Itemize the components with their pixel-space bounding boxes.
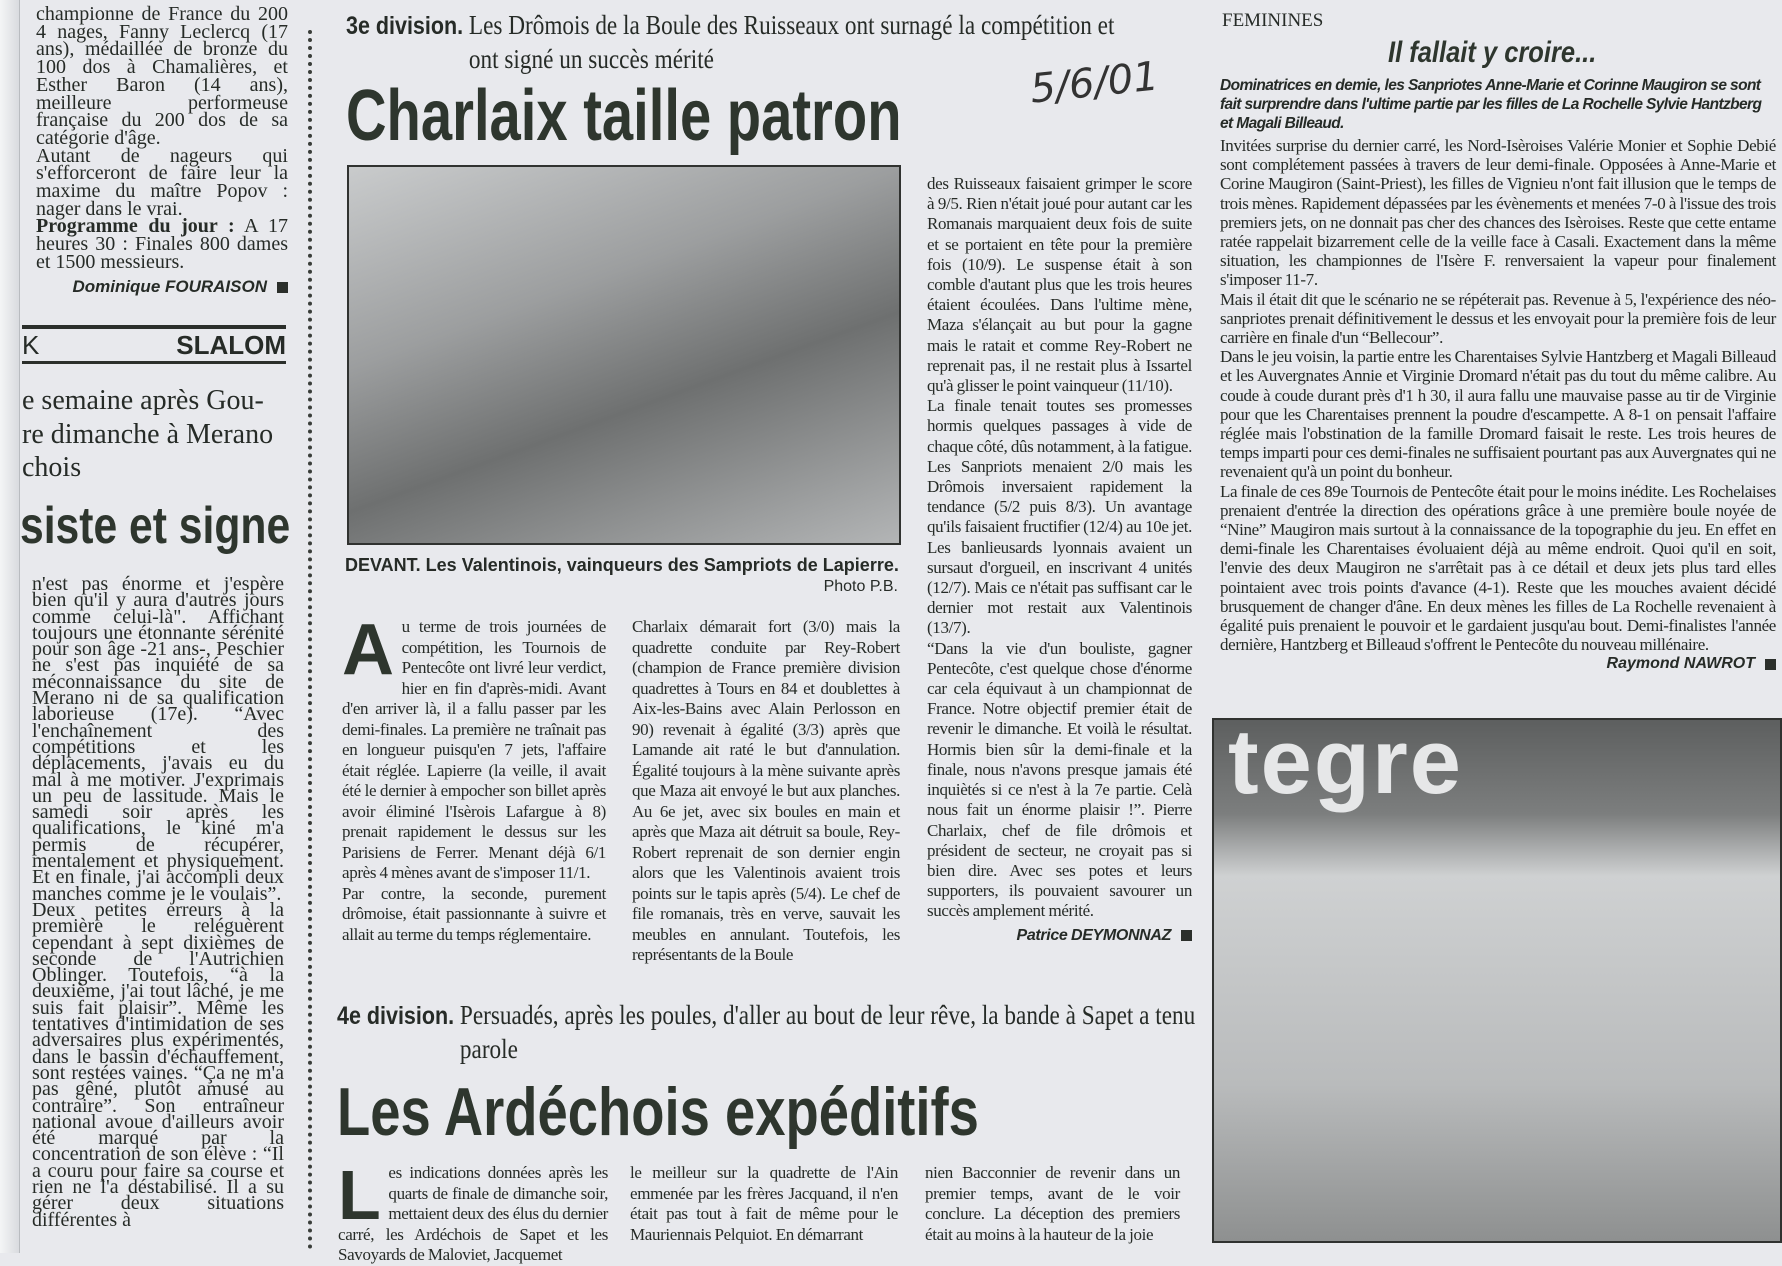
section-slalom	[22, 331, 286, 359]
left-headline: siste et signe	[20, 497, 291, 555]
photo-caption: DEVANT. Les Valentinois, vainqueurs des Sampriots de Lapierre.	[345, 555, 899, 575]
deck-line: re dimanche à Merano	[22, 418, 274, 450]
feminines-column	[1220, 76, 1776, 673]
article2-col2	[630, 1163, 898, 1253]
deck-text: Les Drômois de la Boule des Ruisseaux ont surnagé la compétition et ont signé un succès mérité	[468, 10, 1115, 74]
left-body	[32, 573, 284, 1253]
photo-banner-text: tegre	[1228, 711, 1463, 813]
deck-line: e semaine après Gou-	[22, 385, 264, 416]
drop-cap: L	[338, 1156, 381, 1234]
end-square-icon	[1181, 930, 1192, 941]
paragraph: nien Bacconnier de revenir dans un premier temps, avant de le voir conclure. La déception des premiers était au moins à la hauteur de la joie	[925, 1163, 1180, 1244]
paragraph: championne de France du 200 4 nages, Fanny Leclercq (17 ans), médaillée de bronze du 100 dos à Chamalières, et Esther Baron (14 ans), meilleure performeuse française du 200 dos de sa catégorie d'âge.	[36, 3, 288, 149]
paragraph: Par contre, la seconde, purement drômoise, était passionnante à suivre et allait au terme du temps réglementaire.	[342, 883, 606, 944]
article1-headline: Charlaix taille patron	[346, 76, 902, 156]
paragraph: le meilleur sur la quadrette de l'Ain emmenée par les frères Jacquand, il n'en était pas tout à fait de même pour le Mauriennais Pelquiot. En démarrant	[630, 1163, 898, 1244]
programme-text: A 17 heures 30 : Finales 800 dames et 1500 messieurs.	[36, 215, 288, 273]
left-top-text	[36, 3, 288, 298]
programme-label: Programme du jour :	[36, 215, 235, 238]
paragraph: es indications données après les quarts de finale de dimanche soir, mettaient deux des élus du dernier carré, les Ardéchois de Sapet et les Savoyards de Maloviet, Jacquemet	[338, 1163, 608, 1264]
feminines-deck: Dominatrices en demie, les Sanpriotes Anne-Marie et Corinne Maugiron se sont fait surprendre dans l'ultime partie par les filles de La Rochelle Sylvie Hantzberg et Magali Billeaud.	[1220, 77, 1762, 132]
paragraph: “Dans la vie d'un bouliste, gagner Pentecôte, c'est quelque chose d'énorme car cela équivaut à un championnat de France. Notre objectif premier était de revenir le dimanche. Et voilà le résultat. Hormis bien sûr la demi-finale et la finale, nous n'avons presque jamais été inquiètés si ce n'est à la 7e partie. Celà nous fait un énorme plaisir !”. Pierre Charlaix, chef de file drômois et président de secteur, ne croyait pas si bien dire. Avec ses potes et leurs supporters, ils pouvaient savourer un succès amplement mérité.	[927, 638, 1192, 921]
article1-deck	[346, 8, 1123, 76]
page-edge	[0, 0, 20, 1253]
paragraph: n'est pas énorme et j'espère bien qu'il y aura d'autres jours comme celui-là". Affichant toujours une étonnante sérénité pour son âge -21 ans-, Peschier ne s'est pas inquiété de sa méconnaissance du site de Merano ni de sa qualification laborieuse (17e). “Avec l'enchaînement des compétitions et les déplacements, j'avais eu du mal à me motiver. J'exprimais un peu de lassitude. Mais le samedi soir après les qualifications, le kiné m'a permis de récupérer, mentalement et physiquement. Et en finale, j'ai accompli deux manches comme je le voulais”.	[32, 573, 284, 905]
byline-deymonnaz	[927, 926, 1192, 946]
drop-cap: A	[342, 610, 394, 690]
paragraph: Charlaix démarait fort (3/0) mais la quadrette conduite par Rey-Robert (champion de France première division quadrettes à Tours en 84 et doublettes à Aix-les-Bains avec Alain Perlosson en 90) revenait à égalité (3/3) après que Lamande ait raté le but d'annulation. Égalité toujours à la mène suivante après que Maza ait envoyé le but aux planches. Au 6e jet, avec six boules en main et après que Maza ait détruit sa boule, Rey-Robert reprenait de son dernier engin alors que les Valentinois avaient trois points sur le tapis après (5/4). Le chef de file romanais, très en verve, sauvait les meubles en annulant. Toutefois, les représentants de la Boule	[632, 617, 900, 964]
byline-text: Dominique FOURAISON	[72, 276, 267, 296]
feminines-section: FEMININES	[1222, 10, 1324, 31]
paragraph: Deux petites erreurs à la première le reléguèrent cependant à sept dixièmes de seconde de l'Autrichien Oblinger. Toutefois, “à la deuxième, j'ai tout lâché, je me suis fait plaisir”. Même les tentatives d'intimidation de ses adversaires plus expérimentés, dans le bassin d'échauffement, sont restées vaines. “Ça ne m'a pas gêné, plutôt amusé au contraire”. Son entraîneur national avoue d'ailleurs avoir été marqué par la concentration de son élève : “Il a couru pour faire sa course et rien ne l'a déstabilisé. Il a su gérer deux situations différentes à	[32, 898, 284, 1231]
article1-col1	[342, 610, 606, 945]
column-divider	[308, 30, 312, 1250]
article2-col1	[338, 1156, 608, 1264]
section-cut: K	[22, 330, 40, 360]
photo-credit: Photo P.B.	[823, 578, 898, 595]
end-square-icon	[1765, 659, 1776, 670]
paragraph: Dans le jeu voisin, la partie entre les Charentaises Sylvie Hantzberg et Magali Billeaud et les Auvergnates Annie et Virginie Dromard n'était pas du tout du même calibre. Au coude à coude durant près d'1 h 30, il aura fallu une mauvaise passe au tir de Virginie pour que les Charentaises prennent la poudre d'escampette. A 8-1 on pensait l'affaire réglée mais l'obstination de la famille Dromard faisait le reste. Les trois heures de temps imparti pour ces demi-finales ne suffisaient pourtant pas aux Auvergnates qui ne revenaient qu'à un point du bonheur.	[1220, 347, 1776, 482]
section-title: SLALOM	[176, 330, 286, 360]
photo-feminines-players	[1212, 711, 1782, 1243]
article2-headline: Les Ardéchois expéditifs	[337, 1074, 979, 1150]
article2-deck	[337, 998, 1234, 1066]
article2-col3	[925, 1163, 1180, 1253]
paragraph: La finale tenait toutes ses promesses hormis quelques passages à vide de chaque côté, dûs notamment, à la fatigue. Les Sanpriots menaient 2/0 mais les Drômois inversaient rapidement la tendance (5/2 puis 8/3). Un avantage qu'ils faisaient fructifier (12/4) au 10e jet. Les banlieusards lyonnais avaient un sursaut d'orgueil, en inscrivant 4 unités (12/7). Mais ce n'était pas suffisant car le dernier mot restait aux Valentinois (13/7).	[927, 396, 1192, 638]
photo-boules-players	[347, 165, 901, 545]
byline-nawrot	[1220, 654, 1776, 673]
programme	[36, 215, 288, 273]
byline-text: Raymond NAWROT	[1606, 655, 1755, 673]
left-deck	[22, 384, 292, 485]
handwritten-date: 5/6/01	[1027, 53, 1161, 113]
deck-text: Persuadés, après les poules, d'aller au bout de leur rêve, la bande à Sapet a tenu parole	[459, 1000, 1196, 1064]
byline-fouraison	[36, 276, 288, 298]
paragraph: Mais il était dit que le scénario ne se répéterait pas. Revenue à 5, l'expérience des néo-sanpriotes prenait définitivement le dessus et les envoyait pour la première fois de leur carrière en finale d'un “Bellecour”.	[1220, 289, 1776, 348]
section-rule-top	[22, 325, 286, 329]
kicker: 3e division.	[346, 12, 464, 40]
article1-col3	[927, 174, 1192, 946]
kicker: 4e division.	[337, 1002, 455, 1030]
paragraph: Autant de nageurs qui s'efforceront de faire leur la maxime du maître Popov : nager dans le vrai.	[36, 144, 288, 220]
deck-line: chois	[22, 452, 82, 483]
paragraph: u terme de trois journées de compétition, les Tournois de Pentecôte ont livré leur verdict, hier en fin d'après-midi. Avant d'en arriver là, il a fallu passer par les demi-finales. La première ne traînait pas en longueur puisqu'en 7 jets, l'affaire était réglée. Lapierre (la veille, il avait été le dernier à empocher son billet après avoir éliminé l'Isèrois Lafargue à 8) prenait rapidement le dessus sur les Parisiens de Ferrer. Menant déjà 6/1 après 4 mènes avant de s'imposer 11/1.	[342, 617, 606, 882]
article1-col2	[632, 617, 900, 966]
end-square-icon	[277, 282, 288, 293]
feminines-headline: Il fallait y croire...	[1388, 36, 1597, 69]
paragraph: Invitées surprise du dernier carré, les Nord-Isèroises Valérie Monier et Sophie Debié sont complétement passées à travers de leur demi-finale. Opposées à Anne-Marie et Corine Maugiron (Saint-Priest), les filles de Vignieu n'ont fait illusion que le temps de trois mènes. Rapidement dépassées par les évènements et menées 7-0 à l'issue des trois premiers jets, on ne donnait pas cher des chances des Isèroises. Reste que cette entame ratée rappelait bizarrement celle de la veille face à Casali. Exactement dans la même situation, les championnes de l'Isère F. renversaient la vapeur pour finalement s'imposer 11-7.	[1220, 136, 1776, 290]
paragraph: La finale de ces 89e Tournois de Pentecôte était pour le moins inédite. Les Rochelaises prenaient d'entrée la direction des opérations grâce à une première boule noyée de “Nine” Maugiron mais surtout à la connaissance de la topographie du jeu. En effet en demi-finale les Charentaises évoluaient déjà au même endroit. Quoi qu'il en soit, l'envie des deux Maugiron ne s'arrêtait pas à ce détail et deux jets plus tard elles pointaient avec trois points d'avance (4-1). Reste que les mouches avaient décidé brusquement de changer d'âne. En deux mènes les filles de La Rochelle revenaient à égalité puis prenaient le pouvoir et le gardaient jusqu'au bout. Demi-finalistes l'année dernière, Hantzberg et Billeaud s'offrent le Pentecôte du nouveau millénaire.	[1220, 481, 1776, 655]
feminines-body	[1220, 136, 1776, 654]
paragraph: des Ruisseaux faisaient grimper le score à 9/5. Rien n'était joué pour autant car les Romanais marquaient deux fois de suite et se portaient en tête pour la première fois (10/9). Le suspense était à son comble d'autant plus que les trois heures étaient écoulées. Dans l'ultime mène, Maza s'élançait au but pour la gagne mais le ratait et comme Rey-Robert ne reprenait pas, il ne restait plus à Issartel qu'à glisser le point vainqueur (11/10).	[927, 174, 1192, 396]
section-rule-bottom	[22, 361, 286, 364]
byline-text: Patrice DEYMONNAZ	[1016, 926, 1171, 944]
